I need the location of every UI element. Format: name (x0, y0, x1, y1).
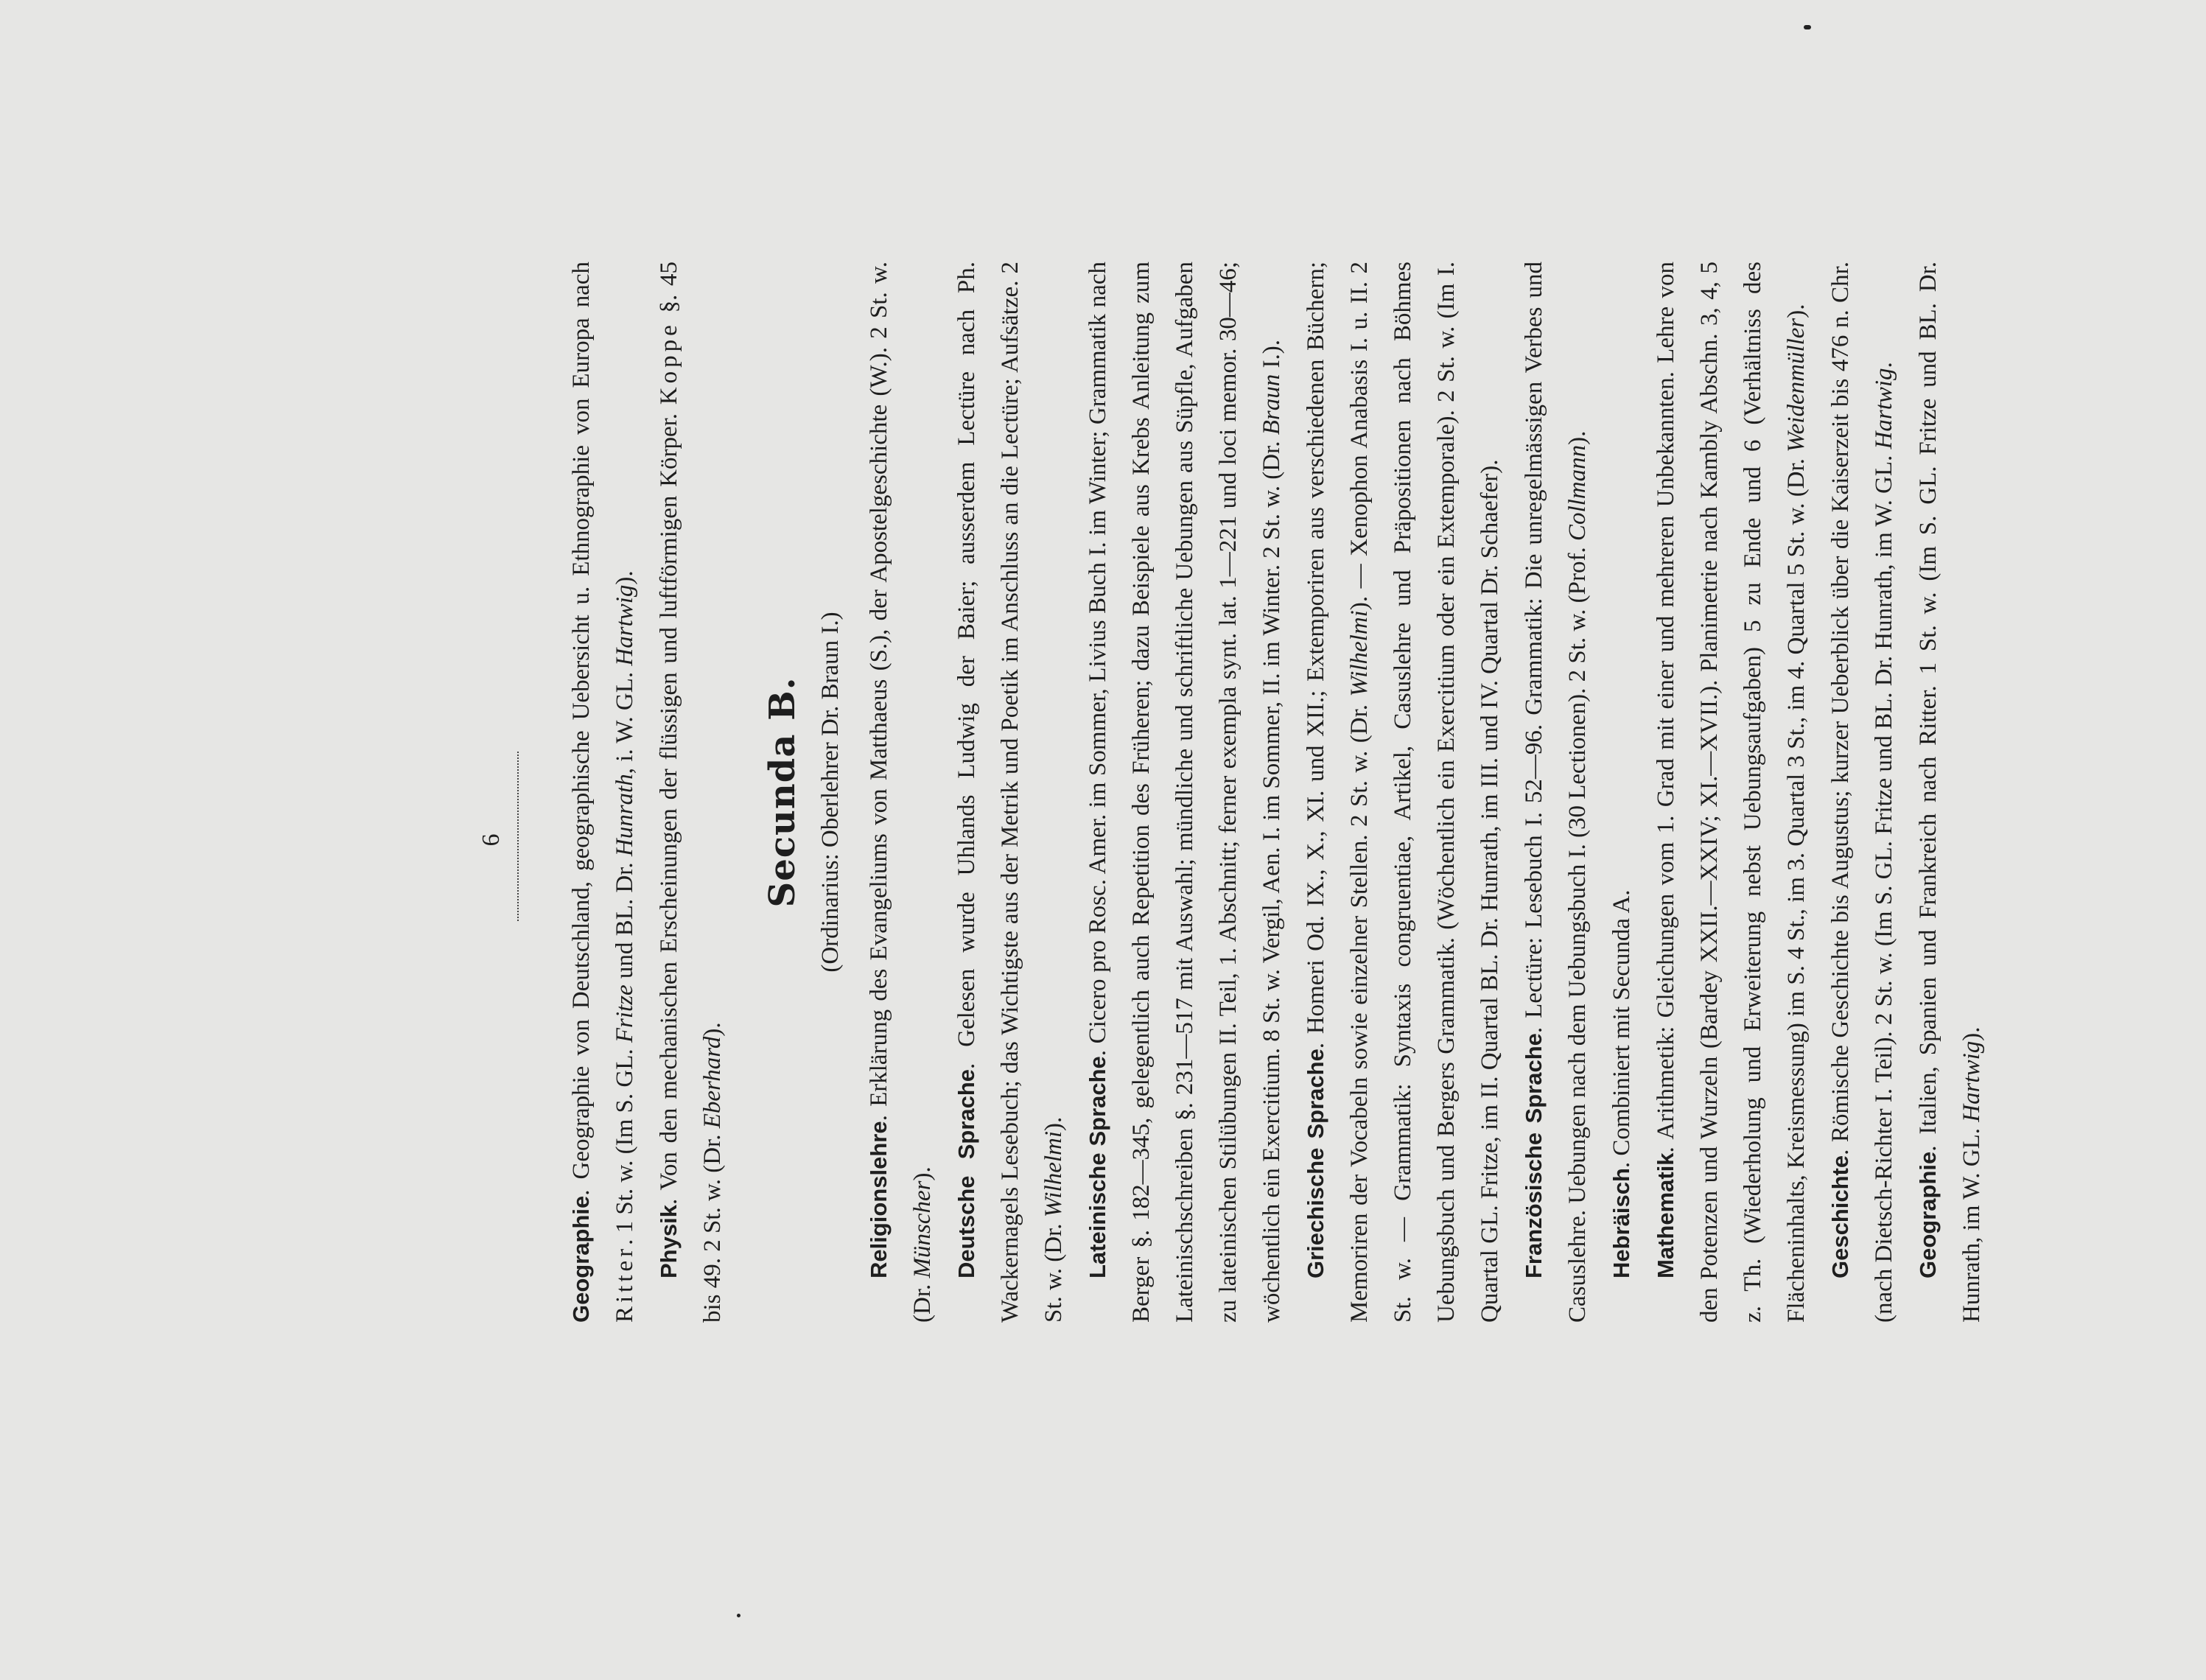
paragraph-geschichte: Geschichte. Römische Geschichte bis Augustus; kurzer Ueberblick über die Kaiserzeit bis 476 n. Chr. (nach Dietsch-Richter I. Teil). 2 St. w. (Im S. GL. Fritze und BL. Dr. Hunrath, im W. GL. Hartwig. (1827, 262, 1897, 1323)
intro-paragraph-geographie: Geographie. Geographie von Deutschland, geographische Uebersicht u. Ethnographie von Europa nach Ritter. 1 St. w. (Im S. GL. Fritze und BL. Dr. Hunrath, i. W. GL. Hartwig). (568, 262, 638, 1323)
subject-heading: Hebräisch (1608, 1168, 1634, 1278)
subject-heading: Lateinische Sprache (1085, 1056, 1110, 1278)
subject-heading: Geographie (568, 1195, 594, 1323)
paragraph-deutsche-sprache: Deutsche Sprache. Gelesen wurde Uhlands Ludwig der Baier; ausserdem Lectüre nach Ph. Wackernagels Lesebuch; das Wichtigste aus der Metrik und Poetik im Anschluss an die Lectüre; Aufsätze. 2 St. w. (Dr. Wilhelmi). (953, 262, 1067, 1323)
paragraph-franzoesische-sprache: Französische Sprache. Lectüre: Lesebuch I. 52—96. Grammatik: Die unregelmässigen Verbes und Casuslehre. Uebungen nach dem Uebungsbuch I. (30 Lectionen). 2 St. w. (Prof. Collmann). (1521, 262, 1591, 1323)
ink-speck (1804, 25, 1811, 29)
paragraph-geographie: Geographie. Italien, Spanien und Frankreich nach Ritter. 1 St. w. (Im S. GL. Fritze und BL. Dr. Hunrath, im W. GL. Hartwig). (1915, 262, 1985, 1323)
subject-heading: Geschichte (1827, 1155, 1853, 1278)
paragraph-mathematik: Mathematik. Arithmetik: Gleichungen vom 1. Grad mit einer und mehreren Unbekannten. Lehre von den Potenzen und Wurzeln (Bardey XXII.—XXIV; XI.—XVII.). Planimetrie nach Kambly Abschn. 3, 4, 5 z. Th. (Wiederholung und Erweiterung nebst Uebungsaufgaben) 5 zu Ende und 6 (Verhältniss des Flächeninhalts, Kreismessung) im S. 4 St., im 3. Quartal 3 St., im 4. Quartal 5 St. w. (Dr. Weidenmüller). (1653, 262, 1810, 1323)
subject-heading: Geographie (1915, 1151, 1941, 1278)
paragraph-griechische-sprache: Griechische Sprache. Homeri Od. IX., X., XI. und XII.; Extemporiren aus verschiedenen Büchern; Memoriren der Vocabeln sowie einzelner Stellen. 2 St. w. (Dr. Wilhelmi). — Xenophon Anabasis I. u. II. 2 St. w. — Grammatik: Syntaxis congruentiae, Artikel, Casuslehre und Präpositionen nach Böhmes Uebungsbuch und Bergers Grammatik. (Wöchentlich ein Exercitium oder ein Extemporale). 2 St. w. (Im I. Quartal GL. Fritze, im II. Quartal BL. Dr. Hunrath, im III. und IV. Quartal Dr. Schaefer). (1303, 261, 1503, 1323)
rotated-page (366, 251, 1985, 1429)
subject-heading: Französische Sprache (1521, 1033, 1547, 1278)
paragraph-religionslehre: Religionslehre. Erklärung des Evangeliums von Matthaeus (S.), der Apostelgeschichte (W.). 2 St. w. (Dr. Münscher). (866, 262, 936, 1323)
intro-paragraph-physik: Physik. Von den mechanischen Erscheinungen der flüssigen und luftförmigen Körper. Koppe §. 45 bis 49. 2 St. w. (Dr. Eberhard). (656, 262, 726, 1323)
subject-heading: Deutsche Sprache (953, 1068, 979, 1278)
page-body (559, 262, 1994, 1323)
ink-speck (737, 1614, 740, 1617)
paragraph-hebraeisch: Hebräisch. Combiniert mit Secunda A. (1608, 889, 1635, 1278)
subject-heading: Religionslehre (866, 1121, 892, 1278)
section-subtitle: (Ordinarius: Oberlehrer Dr. Braun I.) (817, 612, 844, 973)
subject-heading: Griechische Sprache (1303, 1049, 1328, 1278)
header-rule (517, 752, 519, 921)
section-title: Secunda B. (762, 676, 803, 908)
subject-heading: Physik (656, 1205, 682, 1278)
subject-heading: Mathematik (1653, 1152, 1678, 1278)
page-number: 6 (477, 833, 505, 847)
paragraph-lateinische-sprache: Lateinische Sprache. Cicero pro Rosc. Amer. im Sommer, Livius Buch I. im Winter; Grammatik nach Berger §. 182—345, gelegentlich auch Repetition des Früheren; dazu Beispiele aus Krebs Anleitung zum Lateinischschreiben §. 231—517 mit Auswahl; mündliche und schriftliche Uebungen aus Süpfle, Aufgaben zu lateinischen Stilübungen II. Teil, 1. Abschnitt; ferner exempla synt. lat. 1—221 und loci memor. 30—46; wöchentlich ein Exercitium. 8 St. w. Vergil, Aen. I. im Sommer, II. im Winter. 2 St. w. (Dr. Braun I.). (1085, 261, 1285, 1323)
